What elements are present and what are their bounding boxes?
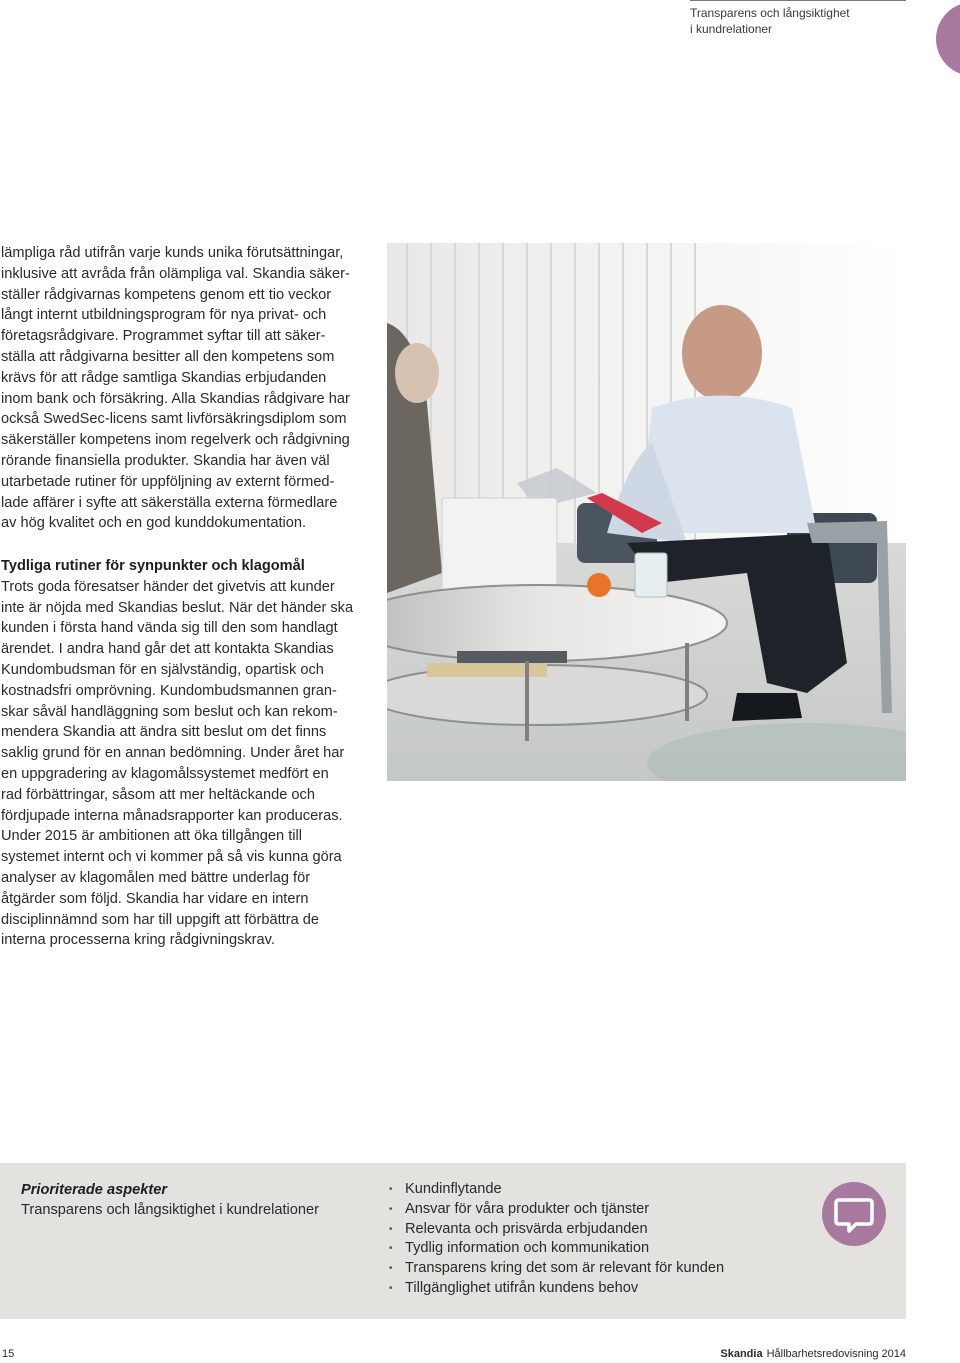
speech-bubble-icon bbox=[822, 1182, 886, 1246]
text-line: Kundombudsman för en självständig, opartisk och bbox=[1, 661, 324, 678]
text-line: inklusive att avråda från olämpliga val. Skandia säker- bbox=[1, 265, 350, 282]
text-line: fördjupade interna månadsrapporter kan produceras. bbox=[1, 807, 343, 824]
text-line: av hög kvalitet och en god kunddokumentation. bbox=[1, 515, 307, 532]
section-header bbox=[690, 5, 890, 37]
text-line: analyser av klagomålen med bättre underlag för bbox=[1, 869, 311, 886]
text-line: Under 2015 är ambitionen att öka tillgången till bbox=[1, 828, 302, 845]
text-line: skar såväl handläggning som beslut och kan rekom- bbox=[1, 703, 338, 720]
text-line: ställer rådgivarnas kompetens genom ett tio veckor bbox=[1, 286, 332, 303]
section-header-line-1: Transparens och långsiktighet bbox=[690, 6, 850, 20]
text-line: säkerställer kompetens inom regelverk och rådgivning bbox=[1, 432, 350, 449]
section-complaints bbox=[1, 556, 371, 951]
priority-aspects-box bbox=[0, 1163, 906, 1319]
text-line: disciplinnämnd som har till uppgift att förbättra de bbox=[1, 911, 319, 928]
corner-tab bbox=[936, 2, 960, 76]
meeting-illustration bbox=[387, 243, 906, 781]
text-line: kostnadsfri omprövning. Kundombudsmannen gran- bbox=[1, 682, 337, 699]
meeting-photo bbox=[387, 243, 906, 781]
aspects-title: Prioriterade aspekter bbox=[21, 1182, 168, 1198]
text-line: åtgärder som följd. Skandia har vidare en intern bbox=[1, 890, 309, 907]
header-rule bbox=[690, 0, 906, 1]
aspects-subtitle: Transparens och långsiktighet i kundrelationer bbox=[21, 1202, 319, 1218]
text-line: långt internt utbildningsprogram för nya privat- och bbox=[1, 307, 327, 324]
text-line: systemet internt och vi kommer på så vis kunna göra bbox=[1, 849, 342, 866]
text-line: företagsrådgivare. Programmet syftar till att säker- bbox=[1, 328, 326, 345]
text-line: ställa att rådgivarna besitter all den kompetens som bbox=[1, 348, 335, 365]
section-heading: Tydliga rutiner för synpunkter och klagomål bbox=[1, 558, 305, 574]
aspects-list bbox=[385, 1180, 724, 1299]
brand-name: Skandia bbox=[720, 1348, 763, 1360]
text-line: lämpliga råd utifrån varje kunds unika förutsättningar, bbox=[1, 245, 344, 261]
text-line: rad förbättringar, såsom att mer heltäckande och bbox=[1, 786, 315, 803]
text-line: en uppgradering av klagomålssystemet medfört en bbox=[1, 765, 329, 782]
text-line: också SwedSec-licens samt livförsäkringsdiplom som bbox=[1, 411, 347, 428]
text-line: interna processerna kring rådgivningskrav. bbox=[1, 932, 275, 949]
text-line: ärendet. I andra hand går det att kontakta Skandias bbox=[1, 641, 334, 658]
aspect-item: • Transparens kring det som är relevant för kunden bbox=[385, 1259, 724, 1279]
text-line: inte är nöjda med Skandias beslut. När det händer ska bbox=[1, 599, 354, 616]
paragraph-advisor-competence bbox=[1, 243, 371, 534]
text-line: lade affärer i syfte att säkerställa externa förmedlare bbox=[1, 494, 338, 511]
footer-publication bbox=[720, 1347, 906, 1361]
aspect-item: • Ansvar för våra produkter och tjänster bbox=[385, 1200, 724, 1220]
aspect-item: • Tillgänglighet utifrån kundens behov bbox=[385, 1279, 724, 1299]
text-line: inom bank och försäkring. Alla Skandias rådgivare har bbox=[1, 390, 350, 407]
text-line: kunden i första hand vända sig till den som handlagt bbox=[1, 620, 338, 637]
aspect-item: • Tydlig information och kommunikation bbox=[385, 1239, 724, 1259]
text-line: rörande finansiella produkter. Skandia har även väl bbox=[1, 452, 330, 469]
aspect-item: • Relevanta och prisvärda erbjudanden bbox=[385, 1220, 724, 1240]
report-title: Hållbarhetsredovisning 2014 bbox=[766, 1348, 906, 1360]
text-line: utarbetade rutiner för uppföljning av externt förmed- bbox=[1, 473, 335, 490]
text-line: krävs för att rådge samtliga Skandias erbjudanden bbox=[1, 369, 327, 386]
section-header-line-2: i kundrelationer bbox=[690, 22, 773, 36]
page-number: 15 bbox=[2, 1348, 15, 1360]
text-line: mendera Skandia att ändra sitt beslut om det finns bbox=[1, 724, 327, 741]
text-line: Trots goda föresatser händer det givetvis att kunder bbox=[1, 578, 335, 595]
aspect-item: • Kundinflytande bbox=[385, 1180, 724, 1200]
text-line: saklig grund för en annan bedömning. Under året har bbox=[1, 745, 345, 762]
